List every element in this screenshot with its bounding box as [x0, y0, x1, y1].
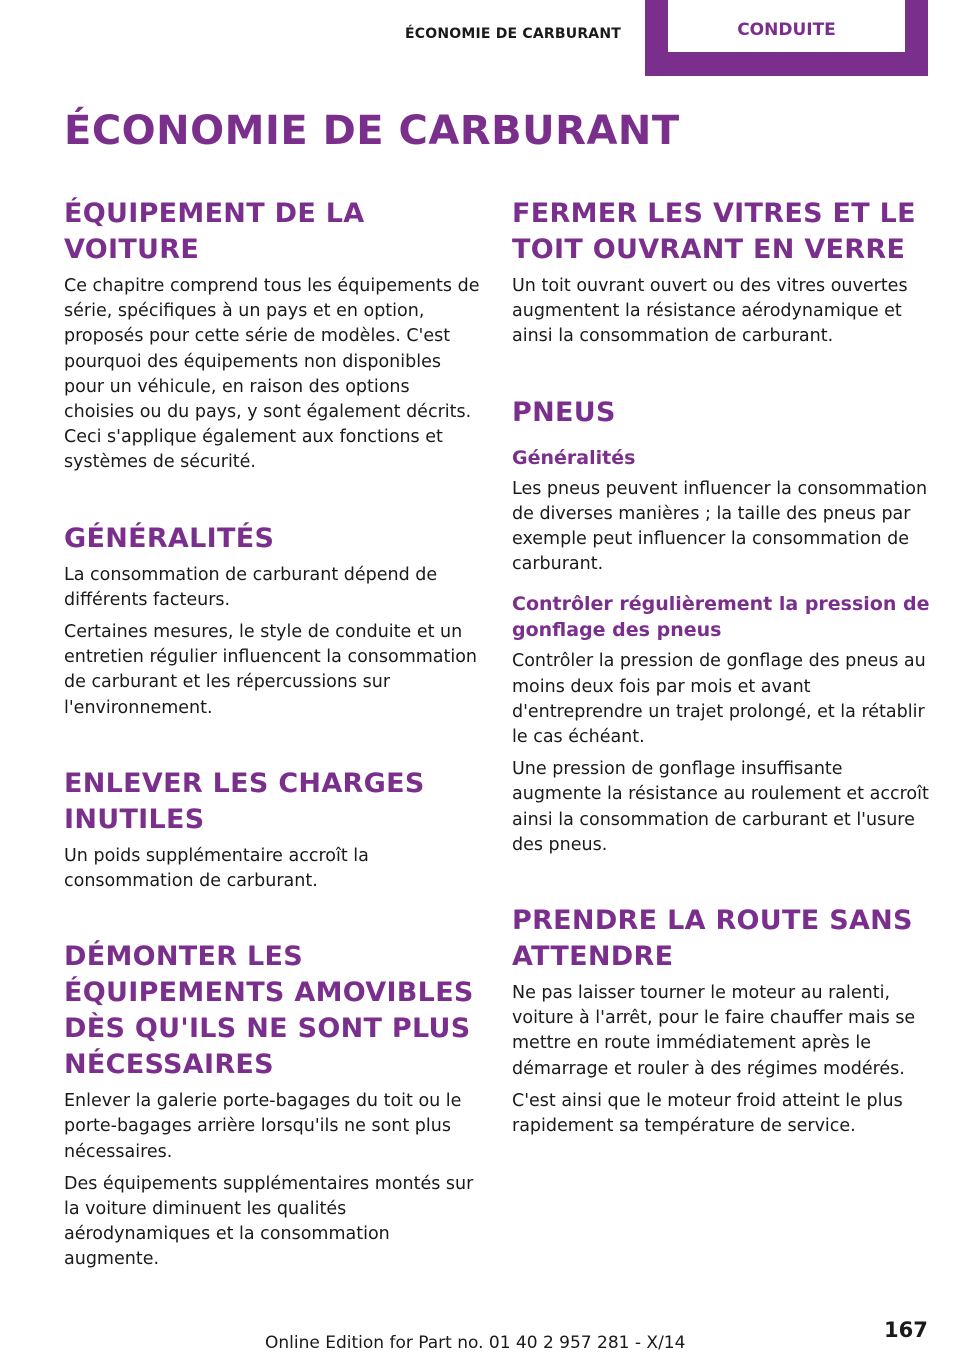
subsection-heading: Contrôler régulièrement la pression de gonflage des pneus	[512, 593, 930, 642]
section-pneus	[512, 395, 930, 858]
chapter-tab	[645, 0, 928, 76]
section-heading: FERMER LES VITRES ET LE TOIT OUVRANT EN VERRE	[512, 198, 916, 265]
paragraph: Une pression de gonflage insuffisante augmente la résistance au roulement et accroît ainsi la consommation de carburant et l'usure des pneus.	[512, 759, 929, 855]
section-vitres-toit	[512, 196, 930, 350]
chapter-tab-label: CONDUITE	[737, 20, 836, 40]
paragraph: Enlever la galerie porte-bagages du toit ou le porte-bagages arrière lorsqu'ils ne sont plus nécessaires.	[64, 1091, 462, 1162]
paragraph: Ce chapitre comprend tous les équipements de série, spécifiques à un pays et en option, proposés pour cette série de modèles. C'est pourquoi des équipements non disponibles pour un véhicule, en raison des options choisies ou du pays, y sont également décrits. Ceci s'applique également aux fonctions et systèmes de sécurité.	[64, 276, 480, 473]
section-heading: ENLEVER LES CHARGES INUTILES	[64, 767, 425, 835]
paragraph: Certaines mesures, le style de conduite et un entretien régulier influencent la consommation de carburant et les répercussions sur l'environnement.	[64, 622, 478, 718]
section-heading: GÉNÉRALITÉS	[64, 522, 275, 554]
section-equipements-amovibles	[64, 939, 482, 1272]
section-heading: PRENDRE LA ROUTE SANS ATTENDRE	[512, 905, 913, 973]
section-charges-inutiles	[64, 766, 482, 894]
section-heading: PNEUS	[512, 396, 616, 428]
subsection-heading: Généralités	[512, 446, 636, 469]
paragraph: Les pneus peuvent influencer la consommation de diverses manières ; la taille des pneus par exemple peut influencer la consommation de carburant.	[512, 478, 928, 575]
section-equipement	[64, 196, 482, 476]
page-title: ÉCONOMIE DE CARBURANT	[64, 108, 680, 154]
paragraph: Un toit ouvrant ouvert ou des vitres ouvertes augmentent la résistance aérodynamique et ainsi la consommation de carburant.	[512, 276, 908, 347]
edition-footer: Online Edition for Part no. 01 40 2 957 281 - X/14	[265, 1333, 686, 1353]
left-column	[64, 196, 482, 1273]
running-header-section: ÉCONOMIE DE CARBURANT	[405, 26, 622, 42]
paragraph: Contrôler la pression de gonflage des pneus au moins deux fois par mois et avant d'entreprendre un trajet prolongé, et la rétablir le cas échéant.	[512, 651, 926, 748]
section-heading: ÉQUIPEMENT DE LA VOITURE	[64, 198, 365, 265]
paragraph: Ne pas laisser tourner le moteur au ralenti, voiture à l'arrêt, pour le faire chauffer mais se mettre en route immédiatement après le démarrage et rouler à des régimes modérés.	[512, 983, 916, 1079]
section-generalites	[64, 521, 482, 721]
paragraph: Des équipements supplémentaires montés sur la voiture diminuent les qualités aérodynamiques et la consommation augmente.	[64, 1173, 474, 1270]
page-number: 167	[884, 1318, 928, 1342]
paragraph: C'est ainsi que le moteur froid atteint le plus rapidement sa température de service.	[512, 1090, 903, 1137]
section-prendre-la-route	[512, 903, 930, 1139]
paragraph: Un poids supplémentaire accroît la consommation de carburant.	[64, 845, 369, 892]
section-heading: DÉMONTER LES ÉQUIPEMENTS AMOVIBLES DÈS QU'ILS NE SONT PLUS NÉCESSAIRES	[64, 941, 474, 1081]
paragraph: La consommation de carburant dépend de différents facteurs.	[64, 564, 438, 610]
right-column	[512, 196, 930, 1139]
